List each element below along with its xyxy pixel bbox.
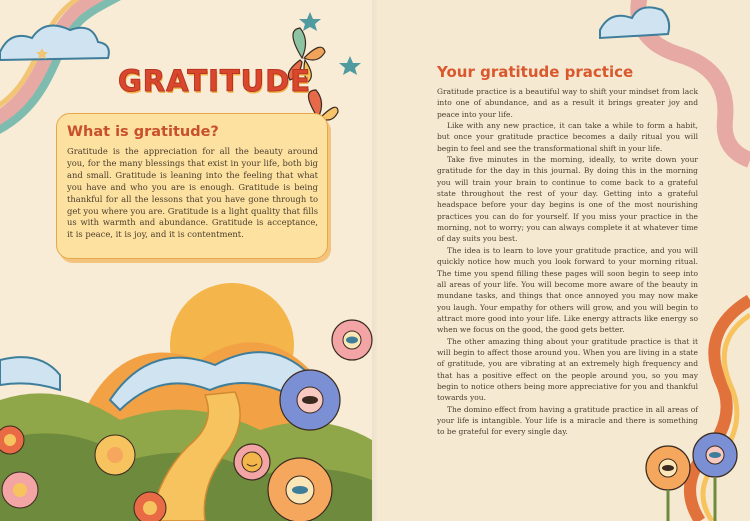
- body-paragraph: The idea is to learn to love your gratitude practice, and you will quickly notice how much you look forward to your morning ritual. The time you spend filling these pages will soon begin to seep into all areas of your life. You will become more aware of the beauty in mundane tasks, and things that once annoyed you may now make you laugh. Your empathy for others will grow, and you will begin to attract more good into your life. Like energy attracts like energy so when we focus on the good, the good gets better.: [437, 245, 698, 335]
- cloud-icon: [0, 26, 109, 61]
- what-is-gratitude-callout: [56, 113, 328, 259]
- body-paragraph: Like with any new practice, it can take a while to form a habit, but once your gratitude practice becomes a daily ritual you will begin to feel and see the transformational shift in your life.: [437, 121, 698, 153]
- smiley-flower-icon: [234, 444, 270, 480]
- page-title: GRATITUDE: [118, 64, 312, 98]
- body-paragraph: The other amazing thing about your gratitude practice is that it will begin to affect those around you. When you are living in a state of gratitude, you are vibrating at an extremely high frequency and that has a positive effect on the people around you, so you may begin to notice others being more appreciative for you and thankful towards you.: [437, 336, 698, 403]
- rainbow-swirl-icon: [690, 300, 750, 521]
- body-paragraph: Take five minutes in the morning, ideally, to write down your gratitude for the day in this journal. By doing this in the morning you will train your brain to continue to come back to a grateful state throughout the rest of your day. Getting into a grateful headspace before your day begins is one of the most nourishing practices you can do for yourself. If you miss your practice in the morning, not to worry; you can always complete it at whatever time of day suits you best.: [437, 155, 698, 244]
- callout-heading: What is gratitude?: [67, 124, 219, 140]
- body-text: [437, 86, 698, 438]
- callout-text: Gratitude is the appreciation for all the beauty around you, for the many blessings that exist in your life, both big and small. Gratitude is leaning into the feeling that what you have and who you are is enough. Gratitude is being thankful for all the lessons that you have gone through to get you where you are. Gratitude is a light quality that fills us with warmth and abundance. Gratitude is acceptance, it is peace, it is joy, and it is contentment.: [67, 146, 318, 240]
- section-title: Your gratitude practice: [437, 63, 634, 81]
- body-paragraph: The domino effect from having a gratitude practice in all areas of your life is intangible. Your life is a miracle and there is something to be grateful for every single day.: [437, 404, 698, 437]
- body-paragraph: Gratitude practice is a beautiful way to shift your mindset from lack into one of abundance, and as a result it brings greater joy and peace into your life.: [437, 87, 698, 119]
